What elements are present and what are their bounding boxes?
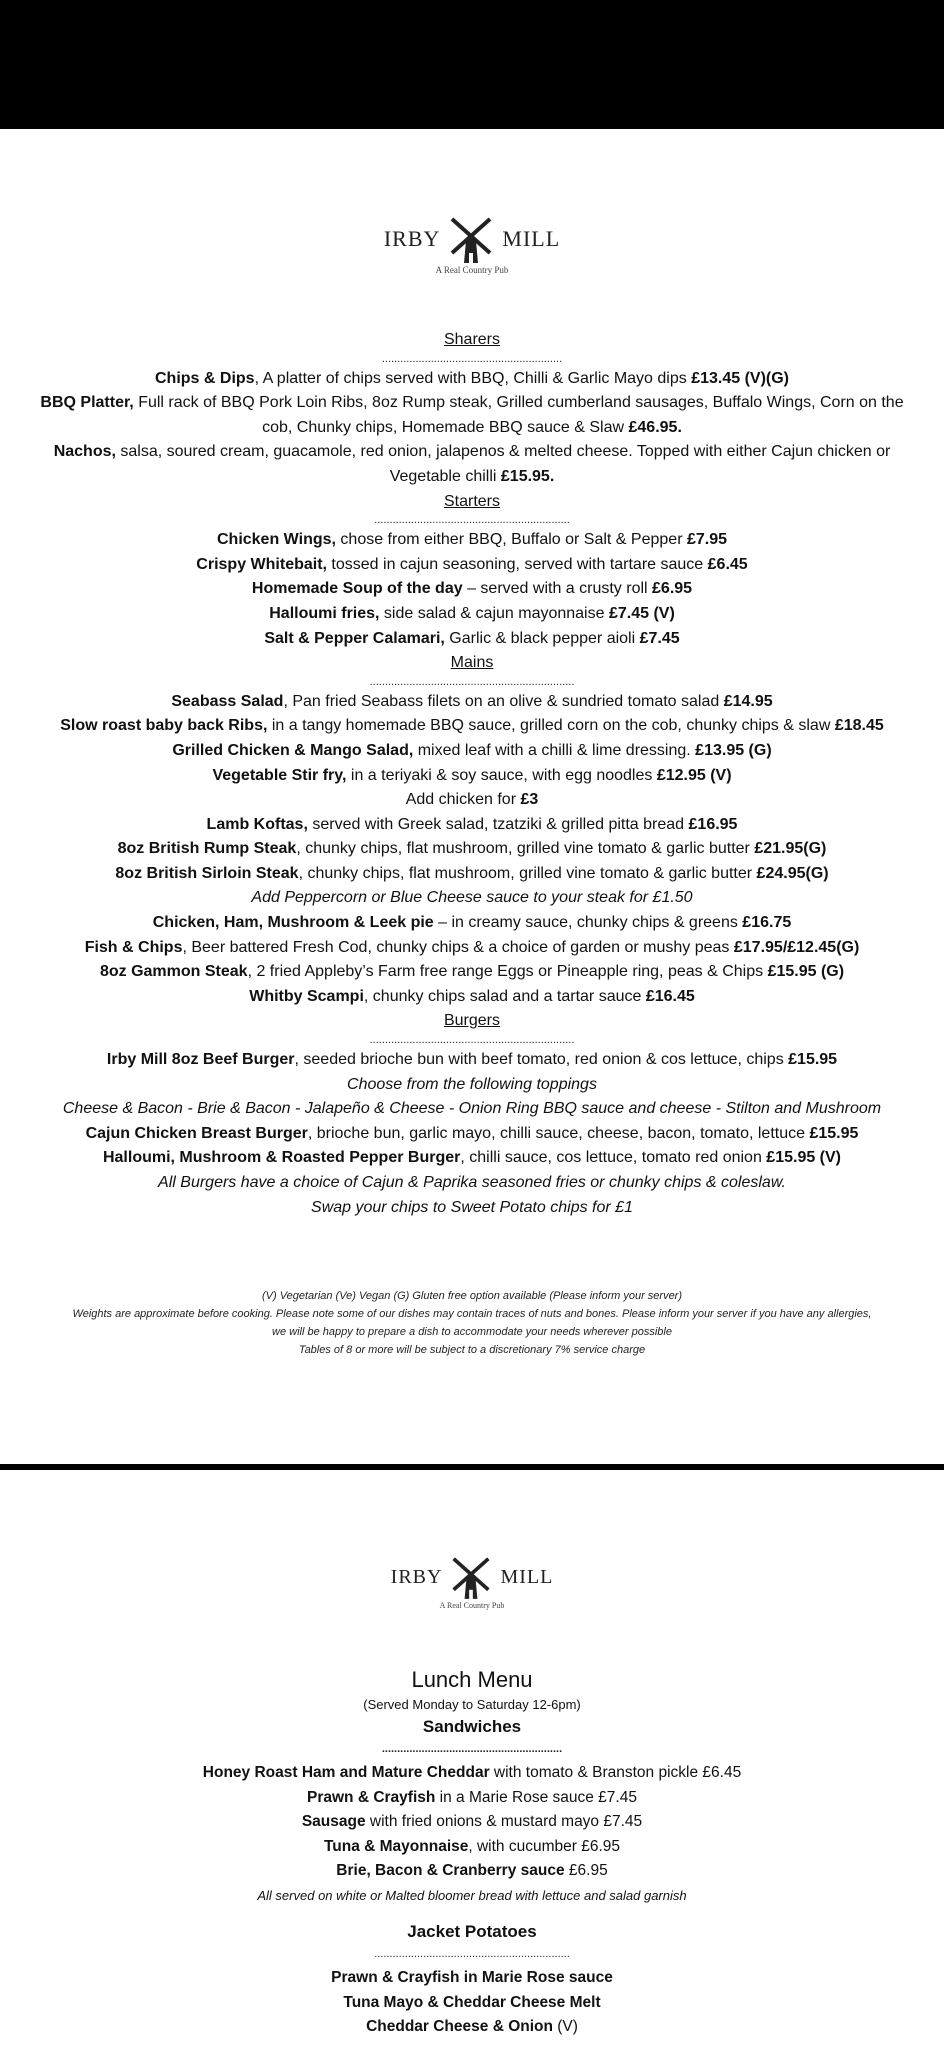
item-description: chose from either BBQ, Buffalo or Salt & Pepper	[335, 531, 687, 549]
item-name: 8oz British Sirloin Steak	[115, 864, 299, 882]
item-name: Cheddar Cheese & Onion	[366, 2018, 553, 2036]
menu-item	[0, 837, 944, 862]
item-description: in a Marie Rose sauce £7.45	[435, 1788, 637, 1806]
menu-item	[0, 690, 944, 715]
item-price: £18.45	[834, 717, 884, 735]
menu-item	[0, 911, 944, 936]
item-description: in a tangy homemade BBQ sauce, grilled corn on the cob, chunky chips & slaw	[267, 717, 835, 735]
menu-item	[0, 577, 944, 602]
item-description: , chilli sauce, cos lettuce, tomato red onion	[460, 1149, 767, 1167]
item-name: Whitby Scampi	[249, 987, 364, 1005]
item-description: , seeded brioche bun with beef tomato, red onion & cos lettuce, chips	[294, 1051, 789, 1069]
item-description: , 2 fried Appleby’s Farm free range Eggs or Pineapple ring, peas & Chips	[247, 963, 768, 981]
menu-item	[0, 1097, 944, 1122]
item-price: £15.95 (V)	[766, 1149, 842, 1167]
lunch-menu	[0, 1665, 944, 2040]
item-name: Grilled Chicken & Mango Salad,	[172, 741, 414, 759]
menu-item	[0, 764, 944, 789]
menu-item	[0, 602, 944, 627]
item-price: £7.45	[639, 629, 680, 647]
sharers-divider: ...........................................................	[381, 352, 563, 365]
menu-item	[0, 465, 944, 490]
windmill-icon	[450, 1555, 492, 1599]
item-price: £15.95 (G)	[767, 963, 845, 981]
burgers-list	[0, 1048, 944, 1220]
jackets-divider: ................................................................	[374, 1948, 570, 1961]
item-description: Choose from the following toppings	[347, 1075, 597, 1093]
starters-divider: ................................................................	[374, 514, 570, 527]
item-name: Salt & Pepper Calamari,	[264, 629, 445, 647]
item-name: Prawn & Crayfish	[307, 1788, 436, 1806]
item-description: with fried onions & mustard mayo £7.45	[365, 1813, 643, 1830]
item-description: Cheese & Bacon - Brie & Bacon - Jalapeño & Cheese - Onion Ring BBQ sauce and cheese - Stilton and Mushroom	[62, 1100, 882, 1118]
item-price: £21.95(G)	[754, 840, 827, 858]
note-allergies: Weights are approximate before cooking. Please note some of our dishes may contain traces of nuts and bones. Please inform your server if you have any allergies,	[72, 1308, 872, 1320]
logo-tagline: A Real Country Pub	[439, 1601, 505, 1610]
item-name: 8oz British Rump Steak	[117, 840, 297, 858]
item-price: £16.95	[688, 815, 738, 833]
item-description: cob, Chunky chips, Homemade BBQ sauce & Slaw	[262, 418, 629, 436]
item-description: , A platter of chips served with BBQ, Chilli & Garlic Mayo dips	[254, 369, 692, 387]
item-description: salsa, soured cream, guacamole, red onion, jalapenos & melted cheese. Topped with either Cajun chicken or	[115, 443, 891, 461]
menu-item	[0, 936, 944, 961]
item-description: in a teriyaki & soy sauce, with egg noodles	[346, 766, 657, 784]
item-price: £15.95	[809, 1124, 859, 1142]
item-description: , chunky chips, flat mushroom, grilled vine tomato & garlic butter	[296, 840, 755, 858]
menu-item	[0, 1146, 944, 1171]
item-name: Honey Roast Ham and Mature Cheddar	[202, 1764, 490, 1781]
item-description: £6.95	[564, 1862, 608, 1879]
note-accommodate: we will be happy to prepare a dish to accommodate your needs wherever possible	[272, 1326, 672, 1338]
logo-right-word: MILL	[502, 226, 561, 251]
mains-list	[0, 690, 944, 1010]
item-description: – served with a crusty roll	[462, 580, 653, 598]
note-dietary: (V) Vegetarian (Ve) Vegan (G) Gluten free option available (Please inform your server)	[261, 1290, 683, 1302]
irby-mill-logo	[0, 215, 944, 275]
lunch-item	[0, 1859, 944, 1884]
item-name: Sausage	[301, 1813, 366, 1830]
item-price: £46.95.	[628, 418, 682, 436]
item-description: with tomato & Branston pickle £6.45	[489, 1764, 742, 1781]
item-price: £3	[520, 791, 539, 809]
logo-right-word: MILL	[500, 1565, 554, 1588]
item-name: Crispy Whitebait,	[196, 555, 327, 573]
item-price: £13.95 (G)	[695, 741, 772, 759]
item-description: mixed leaf with a chilli & lime dressing.	[413, 741, 696, 759]
item-description: All Burgers have a choice of Cajun & Paprika seasoned fries or chunky chips & coleslaw.	[158, 1174, 786, 1191]
item-price: £16.75	[742, 914, 792, 932]
item-name: Chips & Dips	[155, 369, 255, 387]
item-name: Chicken Wings,	[216, 531, 336, 549]
menu-item	[0, 440, 944, 465]
main-menu	[0, 328, 944, 1220]
item-price: £15.95.	[500, 467, 555, 485]
item-description: , with cucumber £6.95	[468, 1837, 621, 1855]
item-description: (V)	[552, 2018, 578, 2036]
item-description: side salad & cajun mayonnaise	[379, 604, 609, 622]
lunch-title: Lunch Menu	[411, 1667, 533, 1692]
top-black-bar	[0, 0, 944, 129]
item-description: Full rack of BBQ Pork Loin Ribs, 8oz Rump steak, Grilled cumberland sausages, Buffalo Wings, Corn on the	[133, 394, 904, 412]
item-price: £7.95	[686, 531, 728, 549]
item-description: , chunky chips salad and a tartar sauce	[363, 987, 646, 1005]
windmill-icon	[448, 215, 494, 263]
item-description: served with Greek salad, tzatziki & grilled pitta bread	[307, 815, 689, 833]
item-name: Cajun Chicken Breast Burger	[85, 1124, 308, 1142]
lunch-item	[0, 1786, 944, 1811]
page-divider	[0, 1464, 944, 1470]
item-name: 8oz Gammon Steak	[99, 963, 248, 981]
lunch-item	[0, 1810, 944, 1835]
menu-item	[0, 553, 944, 578]
item-name: Halloumi, Mushroom & Roasted Pepper Burger	[102, 1149, 461, 1167]
lunch-item	[0, 1761, 944, 1786]
item-price: £14.95	[723, 692, 773, 710]
item-name: Fish & Chips	[84, 938, 183, 956]
item-description: , Beer battered Fresh Cod, chunky chips & a choice of garden or mushy peas	[182, 938, 734, 956]
burgers-heading: Burgers	[443, 1012, 501, 1030]
lunch-item	[0, 1835, 944, 1860]
mains-heading: Mains	[450, 654, 494, 672]
item-name: Chicken, Ham, Mushroom & Leek pie	[152, 914, 434, 932]
sharers-heading: Sharers	[443, 331, 501, 348]
mains-divider: ...................................................................	[369, 675, 575, 688]
logo-tagline: A Real Country Pub	[435, 265, 509, 275]
item-name: Tuna Mayo & Cheddar Cheese Melt	[343, 1993, 601, 2011]
lunch-item	[0, 1991, 944, 2016]
irby-mill-logo-2	[0, 1555, 944, 1610]
menu-item	[0, 960, 944, 985]
item-description: Add Peppercorn or Blue Cheese sauce to your steak for £1.50	[251, 889, 693, 907]
menu-item	[0, 813, 944, 838]
lunch-item	[0, 1966, 944, 1991]
lunch-item	[0, 2015, 944, 2040]
item-price: £7.45 (V)	[608, 604, 675, 622]
menu-item	[0, 1073, 944, 1098]
item-price: £16.45	[645, 987, 695, 1005]
menu-item	[0, 886, 944, 911]
menu-item	[0, 528, 944, 553]
lunch-served: (Served Monday to Saturday 12-6pm)	[363, 1697, 581, 1712]
menu-item	[0, 739, 944, 764]
item-name: Lamb Koftas,	[206, 815, 308, 833]
jackets-heading: Jacket Potatoes	[407, 1922, 537, 1942]
item-name: Vegetable Stir fry,	[212, 766, 347, 784]
note-service-charge: Tables of 8 or more will be subject to a discretionary 7% service charge	[298, 1344, 646, 1356]
item-description: , chunky chips, flat mushroom, grilled vine tomato & garlic butter	[298, 864, 757, 882]
menu-item	[0, 1196, 944, 1221]
item-name: Irby Mill 8oz Beef Burger	[106, 1051, 295, 1069]
menu-item	[0, 1048, 944, 1073]
item-description: – in creamy sauce, chunky chips & greens	[433, 914, 743, 932]
item-description: Add chicken for	[405, 791, 521, 809]
item-description: , brioche bun, garlic mayo, chilli sauce, cheese, bacon, tomato, lettuce	[307, 1124, 810, 1142]
jackets-list	[0, 1966, 944, 2040]
sandwiches-note: All served on white or Malted bloomer bread with lettuce and salad garnish	[257, 1887, 687, 1903]
item-name: Prawn & Crayfish in Marie Rose sauce	[331, 1969, 613, 1987]
item-name: Homemade Soup of the day	[251, 580, 463, 598]
item-name: Tuna & Mayonnaise	[323, 1837, 469, 1855]
item-description: Garlic & black pepper aioli	[444, 629, 640, 647]
logo-left-word: IRBY	[383, 226, 441, 251]
item-description: , Pan fried Seabass filets on an olive & sundried tomato salad	[283, 692, 724, 710]
menu-item	[0, 985, 944, 1010]
item-name: Brie, Bacon & Cranberry sauce	[336, 1862, 565, 1879]
starters-heading: Starters	[443, 492, 500, 510]
sandwiches-heading: Sandwiches	[422, 1717, 522, 1736]
menu-item	[0, 416, 944, 441]
item-price: £6.45	[707, 555, 748, 573]
item-name: BBQ Platter,	[40, 394, 134, 412]
menu-item	[0, 788, 944, 813]
menu-item	[0, 391, 944, 416]
logo-left-word: IRBY	[390, 1565, 443, 1588]
item-name: Slow roast baby back Ribs,	[60, 717, 268, 735]
item-price: £12.95 (V)	[656, 766, 732, 784]
menu-item	[0, 627, 944, 652]
item-description: Vegetable chilli	[389, 467, 501, 485]
menu-notes	[0, 1287, 944, 1359]
item-price: £6.95	[652, 580, 693, 598]
menu-item	[0, 714, 944, 739]
starters-list	[0, 528, 944, 651]
sandwiches-list	[0, 1761, 944, 1884]
item-name: Seabass Salad	[171, 692, 284, 710]
menu-item	[0, 367, 944, 392]
item-description: tossed in cajun seasoning, served with tartare sauce	[326, 555, 708, 573]
item-description: Swap your chips to Sweet Potato chips for £1	[311, 1198, 633, 1216]
sharers-list	[0, 367, 944, 490]
menu-item	[0, 1122, 944, 1147]
item-price: £15.95	[788, 1051, 838, 1069]
burgers-divider: ...................................................................	[369, 1034, 575, 1047]
menu-item	[0, 1171, 944, 1196]
sandwiches-divider: ...........................................................	[381, 1743, 563, 1755]
item-price: £24.95(G)	[756, 864, 829, 882]
menu-item	[0, 862, 944, 887]
item-price: £17.95/£12.45(G)	[733, 938, 860, 956]
item-name: Nachos,	[53, 443, 116, 461]
item-price: £13.45 (V)(G)	[691, 369, 789, 387]
item-name: Halloumi fries,	[269, 604, 380, 622]
